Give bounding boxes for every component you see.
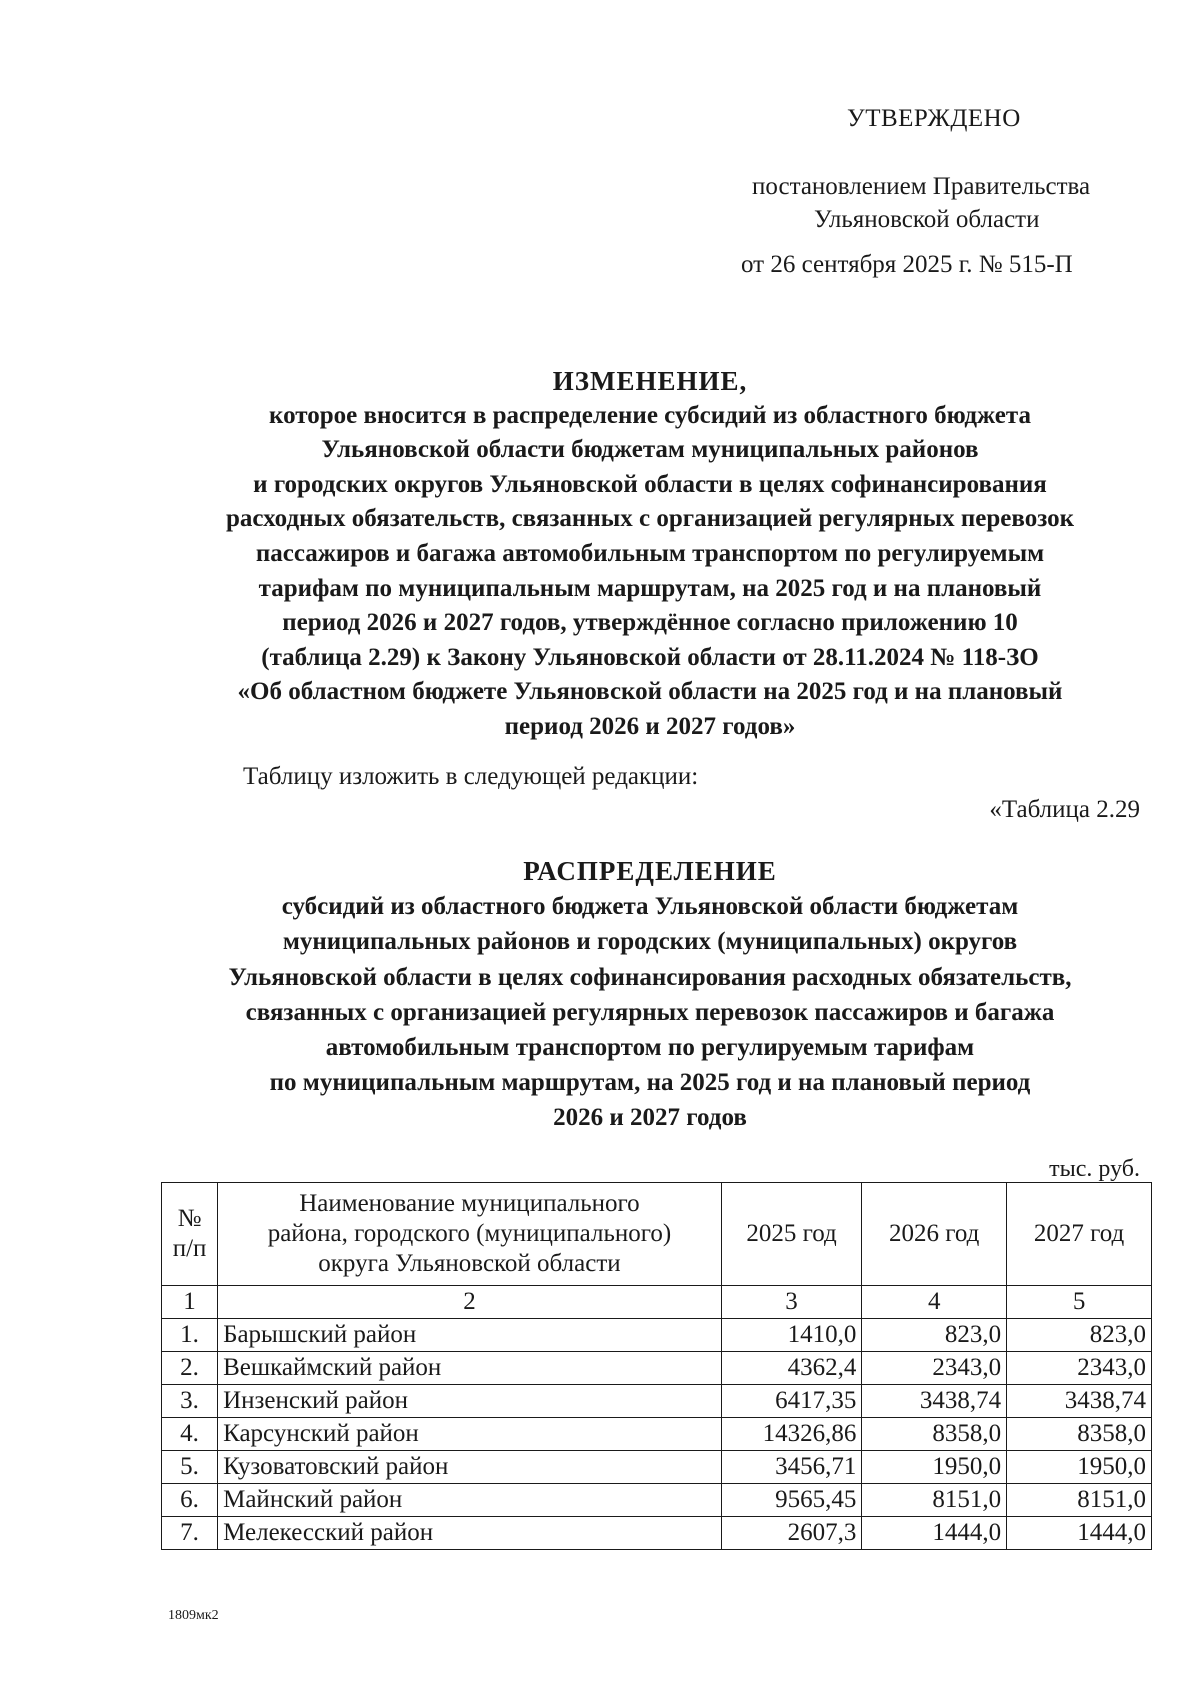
- header-name-line: района, городского (муниципального): [267, 1220, 672, 1247]
- district-name: Карсунский район: [218, 1418, 722, 1451]
- table-row: [162, 1352, 1152, 1385]
- distribution-title: РАСПРЕДЕЛЕНИЕ: [523, 856, 777, 886]
- row-number: 4.: [162, 1418, 218, 1451]
- row-number: 5.: [162, 1451, 218, 1484]
- value-2027: 8358,0: [1007, 1418, 1152, 1451]
- value-2026: 2343,0: [862, 1352, 1007, 1385]
- distribution-line: муниципальных районов и городских (муниципальных) округов: [282, 928, 1018, 956]
- approval-issuer: постановлением Правительства: [752, 173, 1091, 200]
- distribution-line: 2026 и 2027 годов: [553, 1104, 747, 1132]
- change-line: период 2026 и 2027 годов»: [504, 712, 796, 740]
- column-number: 2: [218, 1286, 722, 1319]
- column-number: 5: [1007, 1286, 1152, 1319]
- value-2027: 1444,0: [1007, 1517, 1152, 1550]
- row-number: 6.: [162, 1484, 218, 1517]
- change-line: Ульяновской области бюджетам муниципальных районов: [321, 436, 979, 464]
- column-number: 1: [162, 1286, 218, 1319]
- header-name-line: Наименование муниципального: [299, 1190, 640, 1217]
- value-2026: 1950,0: [862, 1451, 1007, 1484]
- value-2027: 3438,74: [1007, 1385, 1152, 1418]
- value-2025: 14326,86: [721, 1418, 862, 1451]
- value-2025: 4362,4: [721, 1352, 862, 1385]
- change-line: и городских округов Ульяновской области в целях софинансирования: [253, 470, 1047, 498]
- units-label: тыс. руб.: [1049, 1156, 1140, 1182]
- value-2025: 1410,0: [721, 1319, 862, 1352]
- column-number: 4: [862, 1286, 1007, 1319]
- value-2025: 6417,35: [721, 1385, 862, 1418]
- district-name: Мелекесский район: [218, 1517, 722, 1550]
- distribution-line: Ульяновской области в целях софинансирования расходных обязательств,: [228, 963, 1072, 991]
- distribution-line: связанных с организацией регулярных перевозок пассажиров и багажа: [245, 998, 1055, 1026]
- change-line: (таблица 2.29) к Закону Ульяновской области от 28.11.2024 № 118-ЗО: [261, 643, 1039, 671]
- value-2026: 3438,74: [862, 1385, 1007, 1418]
- change-line: период 2026 и 2027 годов, утверждённое согласно приложению 10: [282, 609, 1018, 637]
- district-name: Вешкаймский район: [218, 1352, 722, 1385]
- approval-date: от 26 сентября 2025 г. № 515-П: [741, 251, 1073, 278]
- value-2025: 3456,71: [721, 1451, 862, 1484]
- table-row: [162, 1385, 1152, 1418]
- header-2027: 2027 год: [1007, 1183, 1152, 1286]
- header-name: [218, 1183, 722, 1286]
- header-num-line: п/п: [172, 1235, 207, 1262]
- value-2026: 1444,0: [862, 1517, 1007, 1550]
- value-2027: 2343,0: [1007, 1352, 1152, 1385]
- table-row: [162, 1451, 1152, 1484]
- value-2026: 8358,0: [862, 1418, 1007, 1451]
- value-2027: 823,0: [1007, 1319, 1152, 1352]
- value-2026: 8151,0: [862, 1484, 1007, 1517]
- table-row: [162, 1517, 1152, 1550]
- district-name: Кузоватовский район: [218, 1451, 722, 1484]
- column-number-row: [162, 1286, 1152, 1319]
- change-line: тарифам по муниципальным маршрутам, на 2025 год и на плановый: [258, 574, 1042, 602]
- table-row: [162, 1484, 1152, 1517]
- value-2027: 8151,0: [1007, 1484, 1152, 1517]
- change-heading-block: [150, 364, 1150, 745]
- header-num: [162, 1183, 218, 1286]
- row-number: 1.: [162, 1319, 218, 1352]
- approval-region: Ульяновской области: [814, 206, 1040, 233]
- header-name-line: округа Ульяновской области: [318, 1250, 621, 1277]
- row-number: 7.: [162, 1517, 218, 1550]
- change-line: которое вносится в распределение субсидий из областного бюджета: [269, 401, 1031, 429]
- value-2026: 823,0: [862, 1319, 1007, 1352]
- change-line: расходных обязательств, связанных с организацией регулярных перевозок: [225, 505, 1075, 533]
- approved-heading: УТВЕРЖДЕНО: [847, 105, 1021, 132]
- value-2027: 1950,0: [1007, 1451, 1152, 1484]
- table-label: «Таблица 2.29: [989, 796, 1140, 823]
- change-line: «Об областном бюджете Ульяновской области на 2025 год и на плановый: [237, 678, 1063, 706]
- header-2025: 2025 год: [721, 1183, 862, 1286]
- header-2026: 2026 год: [862, 1183, 1007, 1286]
- distribution-line: по муниципальным маршрутам, на 2025 год и на плановый период: [269, 1069, 1031, 1097]
- district-name: Барышский район: [218, 1319, 722, 1352]
- value-2025: 2607,3: [721, 1517, 862, 1550]
- district-name: Майнский район: [218, 1484, 722, 1517]
- distribution-line: субсидий из областного бюджета Ульяновской области бюджетам: [281, 893, 1019, 921]
- intro-text: Таблицу изложить в следующей редакции:: [243, 763, 699, 790]
- document-code: 1809мк2: [168, 1608, 219, 1623]
- distribution-table: [161, 1182, 1152, 1550]
- distribution-line: автомобильным транспортом по регулируемым тарифам: [325, 1034, 975, 1062]
- table-row: [162, 1418, 1152, 1451]
- row-number: 2.: [162, 1352, 218, 1385]
- change-title: ИЗМЕНЕНИЕ,: [552, 366, 748, 396]
- table-row: [162, 1319, 1152, 1352]
- row-number: 3.: [162, 1385, 218, 1418]
- distribution-heading-block: [150, 854, 1150, 1136]
- column-number: 3: [721, 1286, 862, 1319]
- table-header-row: [162, 1183, 1152, 1286]
- district-name: Инзенский район: [218, 1385, 722, 1418]
- change-line: пассажиров и багажа автомобильным транспортом по регулируемым: [255, 539, 1045, 567]
- value-2025: 9565,45: [721, 1484, 862, 1517]
- header-num-line: №: [177, 1205, 202, 1232]
